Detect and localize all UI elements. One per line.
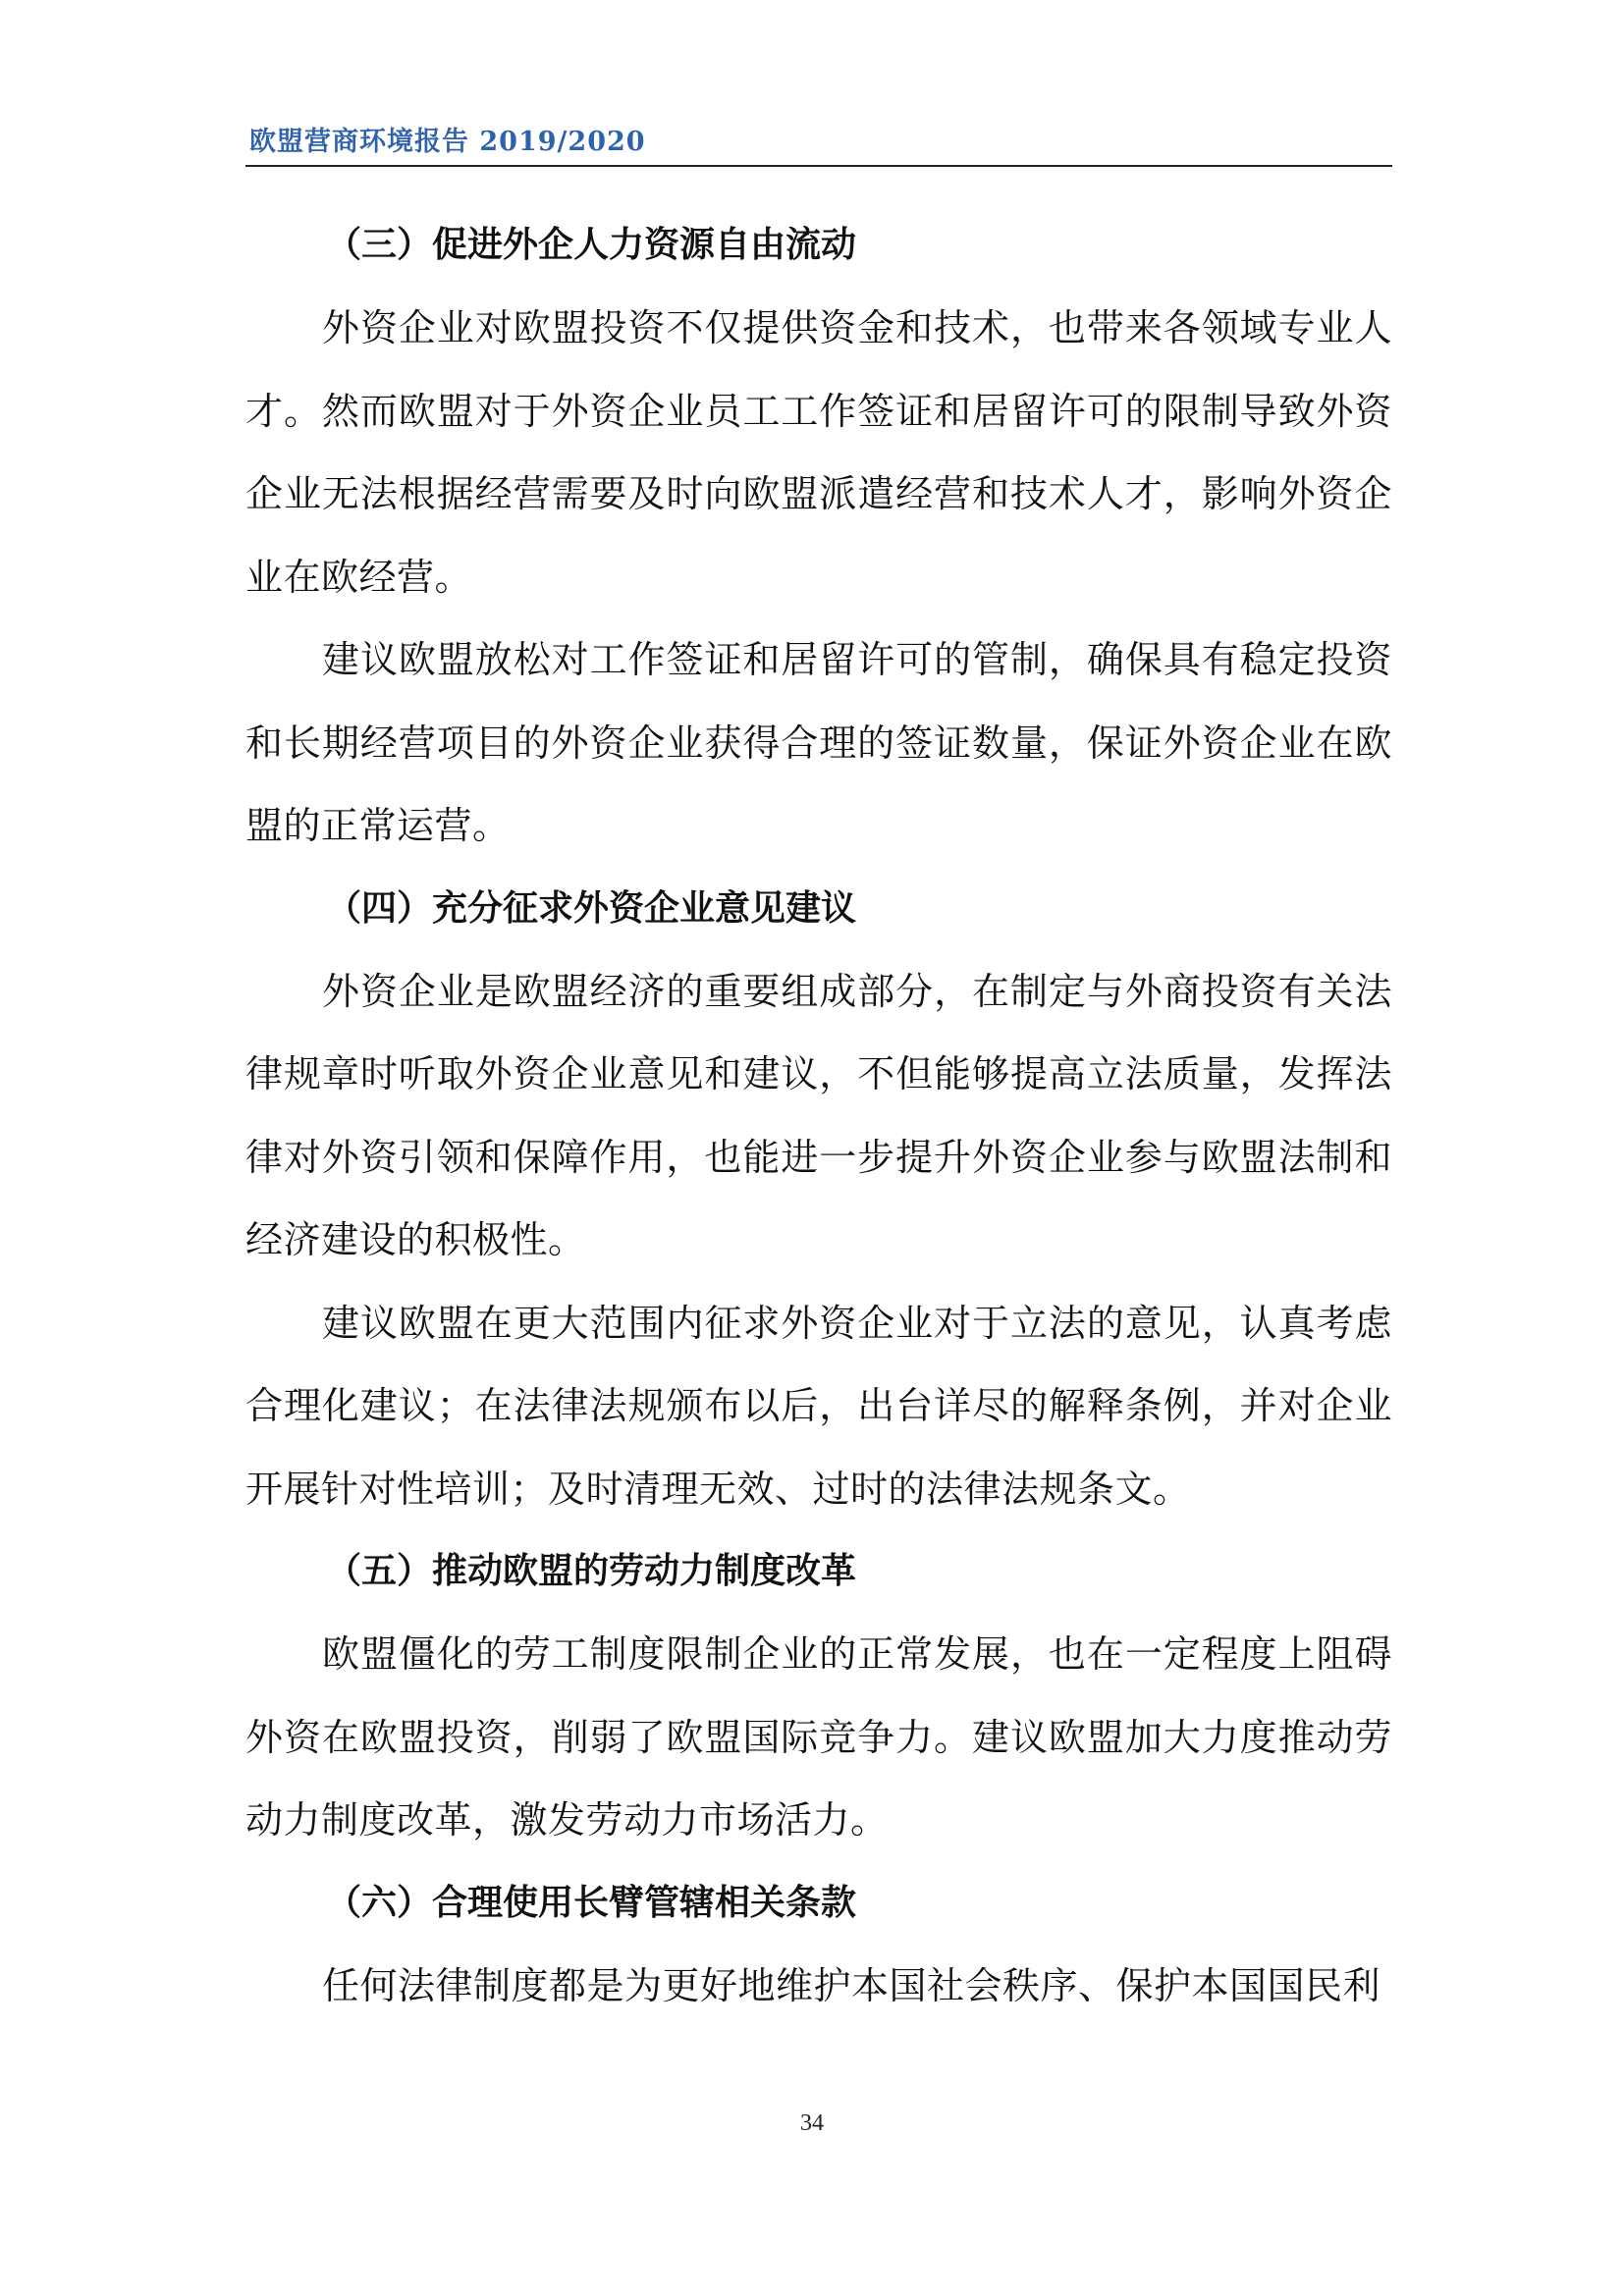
section-heading-4: （四）充分征求外资企业意见建议 bbox=[326, 887, 857, 929]
section-heading-6: （六）合理使用长臂管辖相关条款 bbox=[326, 1882, 857, 1923]
paragraph: 建议欧盟在更大范围内征求外资企业对于立法的意见，认真考虑合理化建议；在法律法规颁布以后，出台详尽的解释条例，并对企业开展针对性培训；及时清理无效、过时的法律法规条文。 bbox=[245, 1301, 1392, 1511]
report-title: 欧盟营商环境报告 2019/2020 bbox=[249, 127, 646, 157]
section-heading-5: （五）推动欧盟的劳动力制度改革 bbox=[326, 1551, 857, 1591]
paragraph: 建议欧盟放松对工作签证和居留许可的管制，确保具有稳定投资和长期经营项目的外资企业获得合理的签证数量，保证外资企业在欧盟的正常运营。 bbox=[245, 638, 1392, 847]
page-number: 34 bbox=[800, 2110, 824, 2136]
section-heading-3: （三）促进外企人力资源自由流动 bbox=[326, 225, 857, 265]
paragraph: 外资企业是欧盟经济的重要组成部分，在制定与外商投资有关法律规章时听取外资企业意见和建议，不但能够提高立法质量，发挥法律对外资引领和保障作用，也能进一步提升外资企业参与欧盟法制和经济建设的积极性。 bbox=[245, 969, 1392, 1261]
paragraph: 任何法律制度都是为更好地维护本国社会秩序、保护本国国民利 bbox=[322, 1963, 1381, 2007]
paragraph: 外资企业对欧盟投资不仅提供资金和技术，也带来各领域专业人才。然而欧盟对于外资企业员工工作签证和居留许可的限制导致外资企业无法根据经营需要及时向欧盟派遣经营和技术人才，影响外资企业在欧经营。 bbox=[245, 306, 1392, 599]
running-header bbox=[245, 116, 1392, 167]
paragraph: 欧盟僵化的劳工制度限制企业的正常发展，也在一定程度上阻碍外资在欧盟投资，削弱了欧盟国际竞争力。建议欧盟加大力度推动劳动力制度改革，激发劳动力市场活力。 bbox=[245, 1632, 1392, 1842]
document-body bbox=[245, 204, 1392, 2027]
